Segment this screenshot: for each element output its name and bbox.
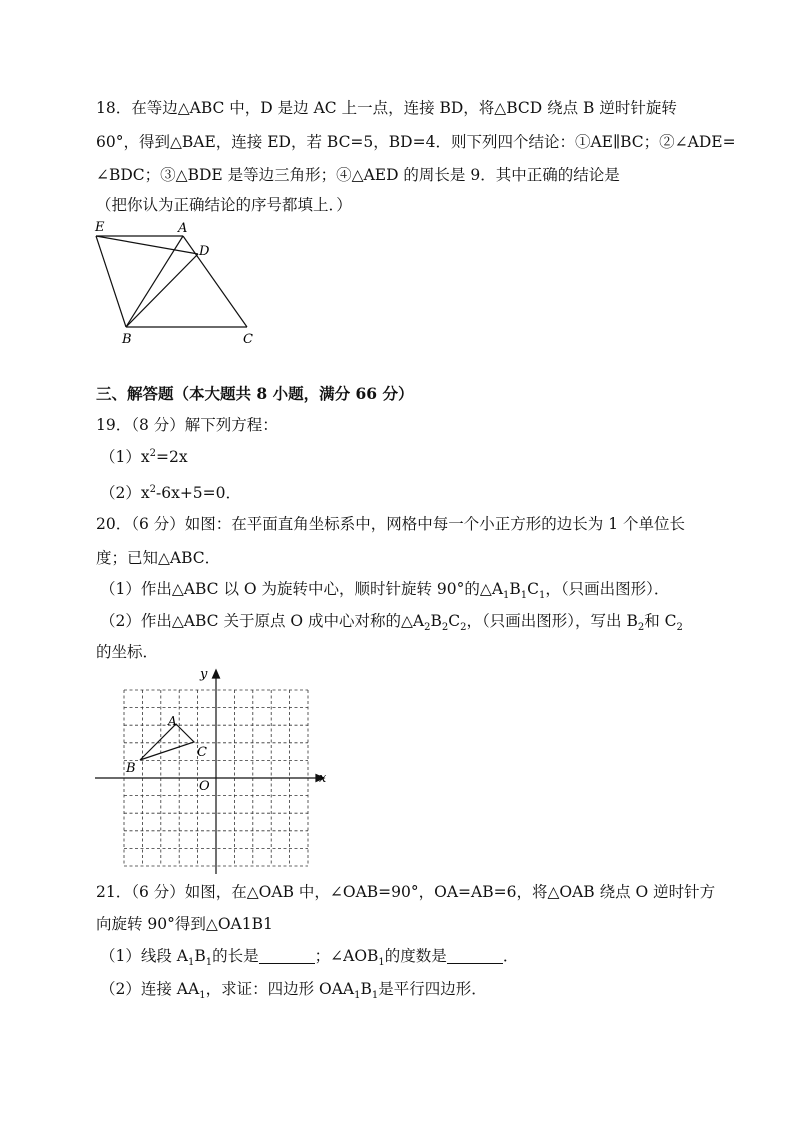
q19-title: 19．（8 分）解下列方程： xyxy=(96,416,278,434)
label-C: C xyxy=(197,745,207,760)
label-y: y xyxy=(200,667,208,682)
q20-line-2: 度；已知△ABC． xyxy=(96,549,221,567)
label-C: C xyxy=(243,332,253,347)
label-x: x xyxy=(319,771,327,786)
q18-line-3: ∠BDC；③△BDE 是等边三角形；④△AED 的周长是 9．其中正确的结论是 xyxy=(96,166,620,184)
q21-line-2: 向旋转 90°得到△OA1B1 xyxy=(96,915,273,933)
q19-part-1: $(1)x^2=2x$ xyxy=(100,447,188,466)
q19-part-2: $(2)x^2-6x+5=0$． xyxy=(100,483,242,502)
q21-part-1: （1）线段 $A_1B_1$的长是 ；$\angle AOB_1$的度数是 ． xyxy=(100,947,519,969)
label-E: E xyxy=(95,220,105,235)
answer-blank-2[interactable] xyxy=(447,947,503,964)
triangle-abc xyxy=(140,724,194,760)
q20-part-1: （1）作出△ABC 以 O 为旋转中心，顺时针旋转 90°的$\triangle A_1B_1C_1$，（只画出图形）． xyxy=(100,580,670,602)
label-D: D xyxy=(199,244,210,259)
section-3-title: 三、解答题（本大题共 8 小题，满分 66 分） xyxy=(96,384,414,403)
q21-part-2: （2）连接 $AA_1$，求证：四边形 $OAA_1B_1$是平行四边形． xyxy=(100,980,487,1002)
q18-line-4: （把你认为正确结论的序号都填上．） xyxy=(96,196,352,214)
answer-blank-1[interactable] xyxy=(259,947,315,964)
label-B: B xyxy=(126,761,136,776)
q20-coordinate-grid xyxy=(90,664,340,876)
q18-line-2: 60°，得到△BAE，连接 ED，若 BC=5，BD=4．则下列四个结论：①AE∥BC；②∠ADE= xyxy=(96,133,736,151)
q20-part-2: （2）作出△ABC 关于原点 O 成中心对称的$\triangle A_2B_2C_2$，（只画出图形），写出 $B_2$和 $C_2$ xyxy=(100,612,683,634)
q18-line-1: 18．在等边△ABC 中，D 是边 AC 上一点，连接 BD，将△BCD 绕点 B 逆时针旋转 xyxy=(96,99,677,117)
label-A: A xyxy=(178,221,188,236)
label-A: A xyxy=(168,714,177,728)
q18-triangle-figure xyxy=(88,216,268,350)
label-B: B xyxy=(122,332,132,347)
q20-line-1: 20．（6 分）如图：在平面直角坐标系中，网格中每一个小正方形的边长为 1 个单位长 xyxy=(96,515,685,533)
label-O: O xyxy=(199,779,210,794)
y-axis-arrow xyxy=(213,670,220,678)
q20-part-2-cont: 的坐标． xyxy=(96,643,159,661)
q21-line-1: 21．（6 分）如图，在△OAB 中，∠OAB=90°，OA=AB=6，将△OAB 绕点 O 逆时针方 xyxy=(96,883,716,901)
